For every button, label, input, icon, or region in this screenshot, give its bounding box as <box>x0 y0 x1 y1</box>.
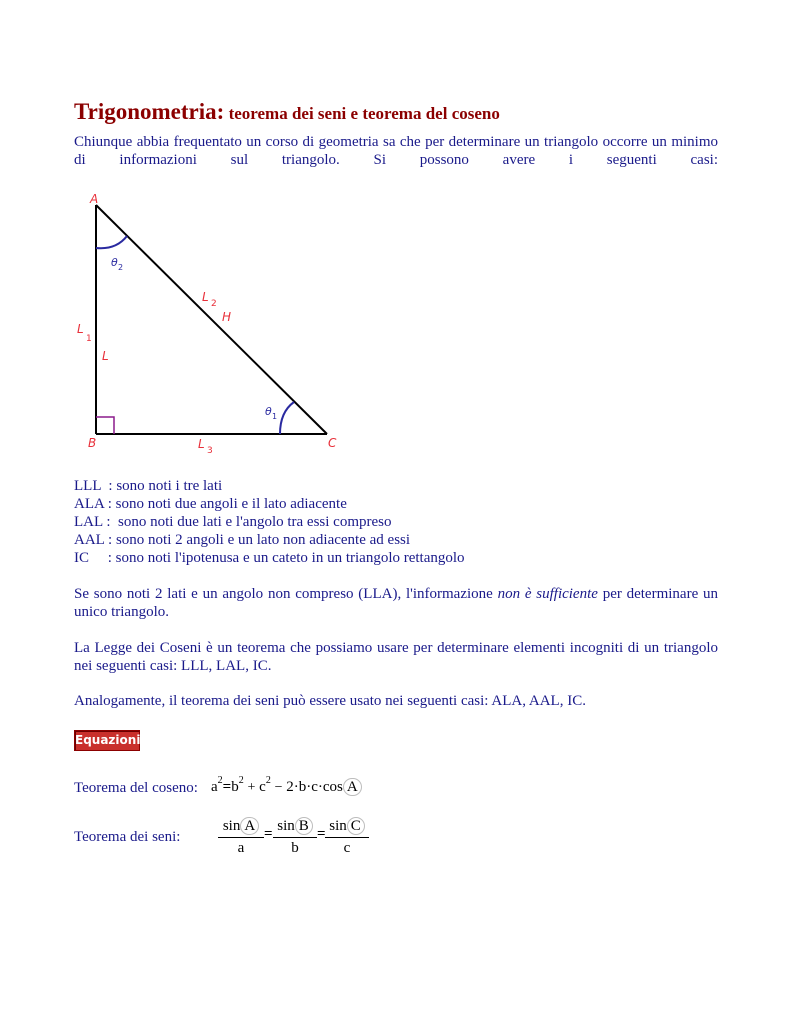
equations-button[interactable]: Equazioni <box>74 730 140 751</box>
angle-theta2-subscript: 2 <box>118 263 124 272</box>
sine-arg-a: A <box>240 817 259 835</box>
sine-denominator-c: c <box>343 840 351 856</box>
sine-fraction-c <box>325 817 369 857</box>
cos-exp-b: 2 <box>238 775 244 786</box>
sine-fraction-b <box>273 817 317 857</box>
sine-numerator-a <box>218 817 264 838</box>
case-lal: LAL : sono noti due lati e l'angolo tra essi compreso <box>74 514 392 530</box>
angle-theta2-arc <box>96 236 127 248</box>
sine-arg-b: B <box>295 817 313 835</box>
page-title <box>74 90 500 127</box>
lla-text-after: per determinare un unico triangolo. <box>74 586 718 620</box>
case-ic: IC : sono noti l'ipotenusa e un cateto in un triangolo rettangolo <box>74 550 465 566</box>
cos-argument: A <box>343 778 362 796</box>
angle-theta1-subscript: 1 <box>272 412 278 421</box>
lla-emphasis: non è sufficiente <box>497 586 598 602</box>
sine-law-paragraph: Analogamente, il teorema dei seni può essere usato nei seguenti casi: ALA, AAL, IC. <box>74 693 586 709</box>
case-ala: ALA : sono noti due angoli e il lato adiacente <box>74 496 347 512</box>
case-aal: AAL : sono noti 2 angoli e un lato non adiacente ad essi <box>74 532 411 548</box>
side-l3-label: L <box>198 437 205 451</box>
side-l3-subscript: 3 <box>207 446 213 456</box>
cos-minus: − <box>274 780 283 795</box>
cos-plus: + <box>247 780 256 795</box>
side-l2-label: L <box>202 290 209 304</box>
sine-equals-2: = <box>317 826 326 842</box>
cos-var-a: a <box>211 779 218 795</box>
sine-numerator-b <box>273 817 317 838</box>
right-triangle-diagram <box>74 190 344 460</box>
title-main: Trigonometria: <box>74 99 225 124</box>
sine-arg-c: C <box>347 817 365 835</box>
sine-fn-b: sin <box>277 818 295 834</box>
sine-theorem-label: Teorema dei seni: <box>74 829 181 845</box>
angle-theta1-arc <box>280 402 294 434</box>
side-l1-subscript: 1 <box>86 334 92 344</box>
lla-paragraph <box>74 585 718 621</box>
right-angle-marker <box>96 417 114 434</box>
side-l2-subscript: 2 <box>211 299 217 309</box>
angle-theta1-label: θ <box>265 405 272 418</box>
hypotenuse-h-label: H <box>222 310 232 324</box>
side-l1-label: L <box>77 322 84 336</box>
cos-rhs: 2·b·c·cos <box>286 779 343 795</box>
cos-equals: = <box>222 779 232 795</box>
intro-paragraph: Chiunque abbia frequentato un corso di geometria sa che per determinare un triangolo occorre un minimo di informazioni sul triangolo. Si possono avere i seguenti casi: <box>74 134 718 168</box>
cos-var-c: c <box>259 779 266 795</box>
sine-denominator-b: b <box>291 840 299 856</box>
title-subtitle: teorema dei seni e teorema del coseno <box>224 104 500 123</box>
lla-text-before: Se sono noti 2 lati e un angolo non compreso (LLA), l'informazione <box>74 586 498 602</box>
cosine-law-paragraph: La Legge dei Coseni è un teorema che possiamo usare per determinare elementi incogniti di un triangolo nei seguenti casi: LLL, LAL, IC. <box>74 640 718 674</box>
vertex-b-label: B <box>88 436 97 450</box>
sine-fn-c: sin <box>329 818 347 834</box>
cases-list <box>74 477 465 567</box>
sine-fraction-a <box>218 817 264 857</box>
vertex-a-label: A <box>90 192 99 206</box>
vertex-c-label: C <box>328 436 337 450</box>
side-l1-alt-label: L <box>102 349 109 363</box>
sine-fn-a: sin <box>222 818 241 834</box>
cos-exp-c: 2 <box>265 775 271 786</box>
cosine-theorem-formula <box>211 777 362 796</box>
cos-exp-a: 2 <box>217 775 223 786</box>
case-lll: LLL : sono noti i tre lati <box>74 478 223 494</box>
hypotenuse-line <box>96 205 327 434</box>
sine-numerator-c <box>325 817 369 838</box>
angle-theta2-label: θ <box>111 256 118 269</box>
sine-equals-1: = <box>264 826 273 842</box>
cosine-theorem-label: Teorema del coseno: <box>74 780 198 796</box>
cos-var-b: b <box>231 779 239 795</box>
sine-denominator-a: a <box>237 840 245 856</box>
